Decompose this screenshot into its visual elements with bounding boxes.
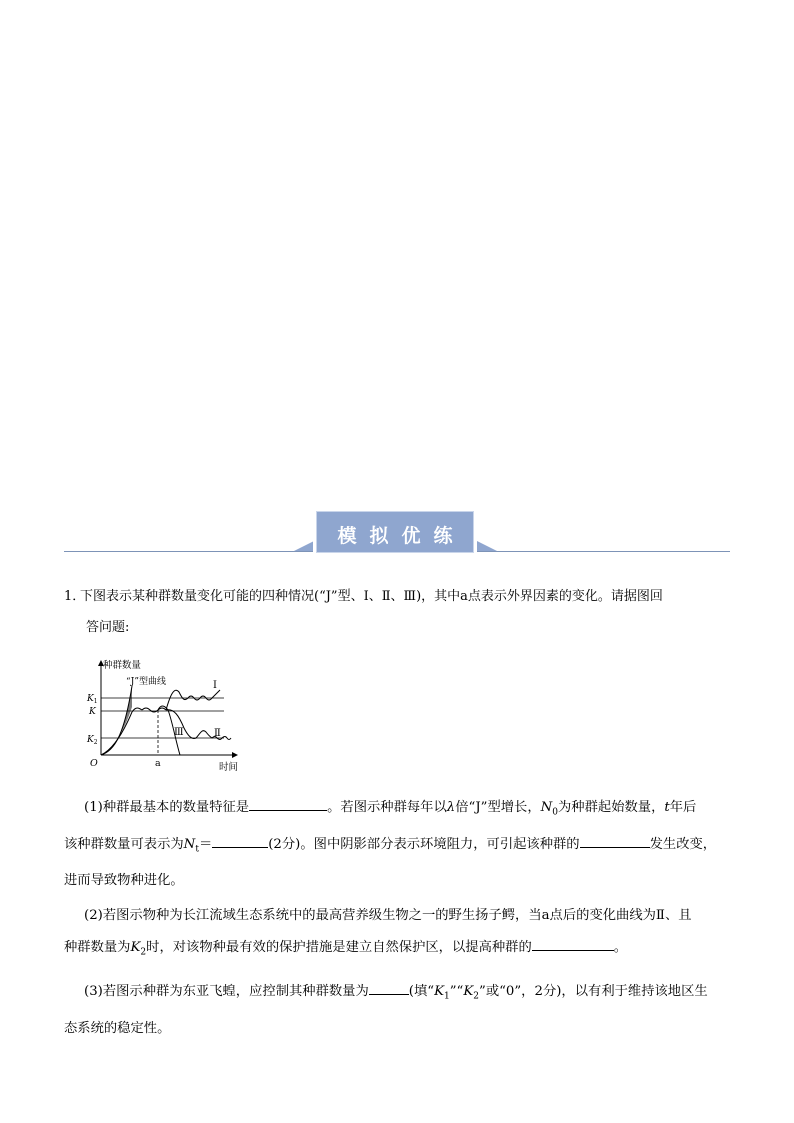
banner-title: 模拟优练 [337, 525, 466, 547]
j-curve-label: “J”型曲线 [126, 677, 167, 687]
question-number: 1． [64, 589, 86, 604]
k1-subscript: 1 [93, 698, 98, 705]
k2-subscript: 2 [93, 739, 98, 746]
svg-text:K2 [86, 735, 98, 746]
banner-box [313, 508, 477, 553]
blank-1-1[interactable] [249, 796, 327, 811]
y-axis-label: 种群数量 [103, 660, 142, 671]
sub-question-3: (3)若图示种群为东亚飞蝗，应控制其种群数量为 (填“$K_1”“K_2$”或“0”，2分)，以有利于维持该地区生 态系统的稳定性。 [64, 976, 730, 1045]
question-stem-line1: 下图表示某种群数量变化可能的四种情况(“J”型、Ⅰ、Ⅱ、Ⅲ)，其中a点表示外界因素的变化。请据图回 [80, 589, 663, 604]
oscillation-k [142, 708, 166, 712]
curve-two-label: Ⅱ [214, 728, 221, 739]
k-label: K [89, 707, 96, 717]
point-a-label: a [155, 758, 161, 769]
svg-text:K1 [86, 694, 98, 705]
banner-right-triangle [477, 541, 497, 551]
blank-2-1[interactable] [532, 936, 614, 951]
sub-question-2: (2)若图示物种为长江流域生态系统中的最高营养级生物之一的野生扬子鳄，当a点后的变化曲线为Ⅱ、且 种群数量为$K_2$时，对该物种最有效的保护措施是建立自然保护区，以提高种群的 。 [64, 908, 692, 958]
section-banner [64, 508, 730, 558]
origin-label: O [90, 758, 98, 769]
environmental-resistance-shading [101, 686, 132, 755]
x-axis-arrow [232, 752, 238, 758]
j-curve [101, 686, 132, 755]
k2-label: K [87, 735, 94, 745]
curve-one-label: Ⅰ [213, 680, 217, 691]
curve-one [166, 690, 220, 710]
blank-1-2[interactable] [212, 833, 268, 848]
sub-question-1: (1)种群最基本的数量特征是 。若图示种群每年以λ倍“J”型增长，$N_0$为种群起始数量，t年后 该种群数量可表示为$N_t= (2$分)。图中阴影部分表示环境阻力，可引起该种群的 发生改变， 进而导致物种进化。 [64, 792, 730, 897]
blank-3-1[interactable] [369, 980, 409, 995]
k1-label: K [87, 694, 94, 704]
question-stem-line2: 答问题: [86, 620, 130, 635]
blank-1-3[interactable] [580, 833, 650, 848]
population-growth-figure [84, 656, 244, 772]
banner-left-triangle [294, 541, 314, 551]
x-axis-label: 时间 [219, 762, 239, 772]
curve-three-label: Ⅲ [174, 727, 184, 738]
